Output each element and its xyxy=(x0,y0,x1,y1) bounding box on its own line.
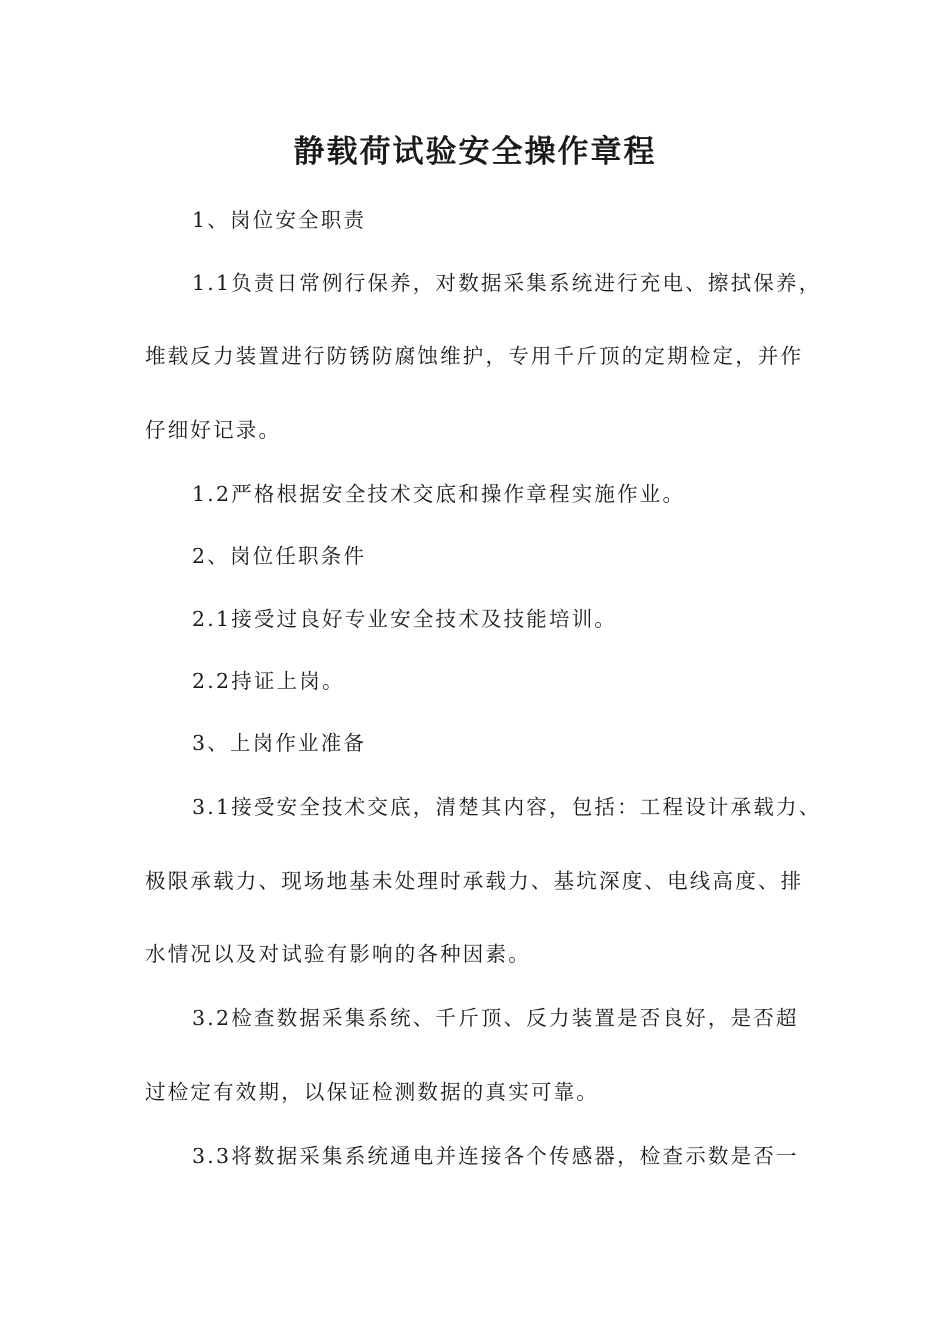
paragraph-line: 水情况以及对试验有影响的各种因素。 xyxy=(145,942,531,966)
document-title: 静载荷试验安全操作章程 xyxy=(293,134,657,170)
paragraph-line: 2.1接受过良好专业安全技术及技能培训。 xyxy=(192,607,618,631)
section-heading-2: 2、岗位任职条件 xyxy=(192,544,367,568)
paragraph-line: 堆载反力装置进行防锈防腐蚀维护，专用千斤顶的定期检定，并作 xyxy=(145,344,804,368)
section-heading-3: 3、上岗作业准备 xyxy=(192,731,367,755)
paragraph-line: 1.1负责日常例行保养，对数据采集系统进行充电、擦拭保养， xyxy=(192,271,822,295)
paragraph-line: 2.2持证上岗。 xyxy=(192,669,345,693)
section-heading-1: 1、岗位安全职责 xyxy=(192,208,367,232)
paragraph-line: 1.2严格根据安全技术交底和操作章程实施作业。 xyxy=(192,482,686,506)
paragraph-line: 3.1接受安全技术交底，清楚其内容，包括：工程设计承载力、 xyxy=(192,795,822,819)
paragraph-line: 过检定有效期，以保证检测数据的真实可靠。 xyxy=(145,1080,599,1104)
paragraph-line: 极限承载力、现场地基未处理时承载力、基坑深度、电线高度、排 xyxy=(145,869,804,893)
paragraph-line: 3.3将数据采集系统通电并连接各个传感器，检查示数是否一 xyxy=(192,1144,799,1168)
paragraph-line: 3.2检查数据采集系统、千斤顶、反力装置是否良好，是否超 xyxy=(192,1006,799,1030)
paragraph-line: 仔细好记录。 xyxy=(145,418,282,442)
